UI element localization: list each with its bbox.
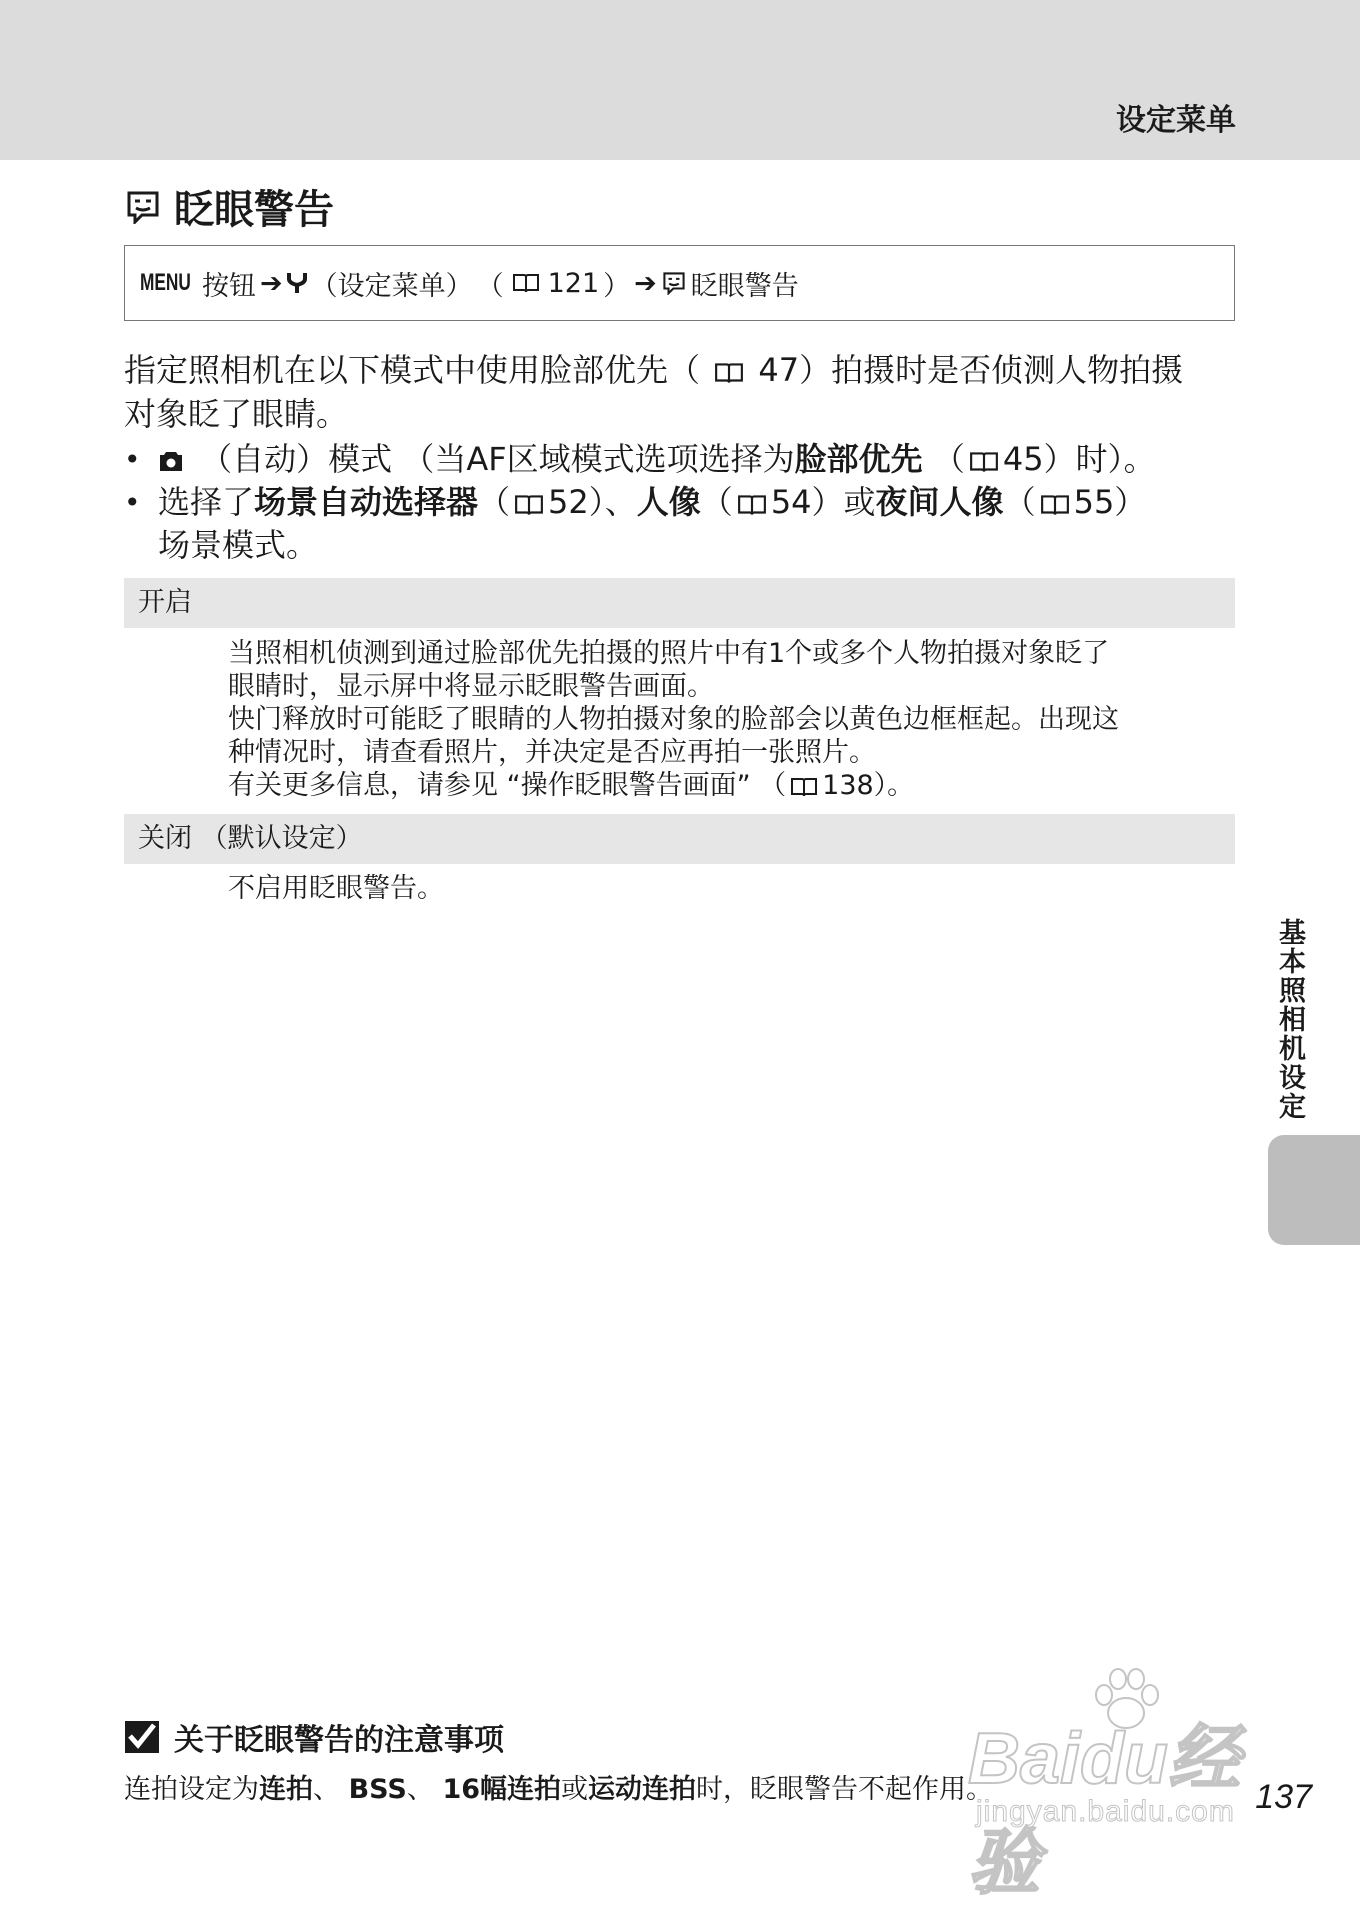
list-item — [124, 438, 1244, 481]
header-bar — [0, 0, 1360, 160]
book-icon — [512, 272, 540, 294]
list-text: （自动）模式 （当AF区域模式选项选择为 — [200, 440, 795, 478]
book-icon — [969, 450, 999, 474]
intro-text: 对象眨了眼睛。 — [124, 395, 349, 433]
list-text: 55） — [1073, 483, 1147, 521]
camera-icon — [158, 449, 184, 473]
note-body — [124, 1767, 993, 1806]
ref-open-paren: （ — [476, 270, 504, 302]
bullet-dot: • — [124, 443, 141, 476]
note-text: 、 — [406, 1774, 443, 1805]
note-text-bold: 连拍 — [259, 1774, 313, 1805]
note-text: 时，眨眼警告不起作用。 — [696, 1774, 994, 1805]
list-text-bold: 夜间人像 — [875, 483, 1004, 521]
page-title — [124, 178, 334, 235]
arrow-right-icon: ➔ — [260, 267, 283, 299]
menu-button-label: MENU — [140, 269, 191, 296]
list-text: （ — [1003, 483, 1036, 521]
chapter-side-tab — [1268, 1135, 1360, 1245]
book-icon — [790, 776, 818, 798]
list-text: （ — [478, 483, 511, 521]
option-text: 不启用眨眼警告。 — [228, 873, 444, 904]
watermark-url: jingyan.baidu.com — [976, 1795, 1235, 1828]
note-title — [124, 1715, 504, 1759]
note-title-text: 关于眨眼警告的注意事项 — [174, 1723, 504, 1758]
note-text-bold: 16幅连拍 — [442, 1774, 562, 1805]
list-text: （ — [700, 483, 733, 521]
option-text: 种情况时，请查看照片，并决定是否应再拍一张照片。 — [228, 737, 876, 768]
option-text: 138）。 — [822, 770, 915, 801]
note-text: 连拍设定为 — [124, 1774, 259, 1805]
intro-paragraph — [124, 348, 1244, 436]
note-text: 或 — [561, 1774, 589, 1805]
option-text: 当照相机侦测到通过脸部优先拍摄的照片中有1个或多个人物拍摄对象眨了 — [228, 638, 1110, 669]
mode-list — [124, 438, 1244, 567]
list-text: 54）或 — [770, 483, 876, 521]
list-text: 52）、 — [548, 483, 637, 521]
blink-warning-icon — [124, 190, 162, 224]
book-icon — [714, 361, 744, 385]
wrench-icon — [287, 271, 307, 295]
option-off-header: 关闭 （默认设定） — [124, 814, 1235, 864]
baidu-watermark — [968, 1665, 1284, 1903]
arrow-right-icon: ➔ — [634, 267, 657, 299]
setup-menu-name: （设定菜单） — [310, 270, 473, 302]
list-text: 场景模式。 — [158, 526, 319, 564]
list-text: 45）时）。 — [1002, 440, 1156, 478]
intro-text: 47）拍摄时是否侦测人物拍摄 — [758, 351, 1184, 389]
checkmark-icon — [124, 1720, 160, 1754]
note-text-bold: BSS — [348, 1774, 407, 1805]
option-on-header: 开启 — [124, 578, 1235, 628]
intro-text: 指定照相机在以下模式中使用脸部优先（ — [124, 351, 701, 389]
bullet-dot: • — [124, 486, 141, 519]
note-text-bold: 运动连拍 — [588, 1774, 697, 1805]
blink-warning-icon — [661, 271, 687, 295]
option-text: 眼睛时，显示屏中将显示眨眼警告画面。 — [228, 671, 714, 702]
note-text: 、 — [313, 1774, 349, 1805]
target-setting: 眨眼警告 — [690, 270, 799, 302]
list-text-bold: 场景自动选择器 — [254, 483, 479, 521]
book-icon — [1040, 493, 1070, 517]
button-suffix: 按钮 — [202, 270, 256, 302]
list-text: 选择了 — [158, 483, 255, 521]
section-name: 设定菜单 — [1116, 103, 1236, 138]
list-text-bold: 脸部优先 — [794, 440, 923, 478]
option-text: 快门释放时可能眨了眼睛的人物拍摄对象的脸部会以黄色边框框起。出现这 — [228, 704, 1119, 735]
option-text: 有关更多信息，请参见 “操作眨眼警告画面” （ — [228, 770, 787, 801]
list-item — [124, 481, 1244, 567]
ref-page-number: 121 — [547, 267, 600, 299]
list-text-bold: 人像 — [636, 483, 701, 521]
page-number: 137 — [1255, 1778, 1312, 1816]
option-off-description — [228, 872, 1238, 905]
book-icon — [737, 493, 767, 517]
ref-close-paren: ） — [603, 270, 631, 302]
menu-path — [124, 245, 1235, 321]
chapter-side-label: 基本照相机设定 — [1274, 918, 1305, 1121]
book-icon — [514, 493, 544, 517]
list-text: （ — [932, 440, 965, 478]
watermark-brand: Baidu经验 — [968, 1719, 1241, 1903]
option-on-description — [228, 637, 1238, 802]
page-title-text: 眨眼警告 — [174, 187, 334, 233]
